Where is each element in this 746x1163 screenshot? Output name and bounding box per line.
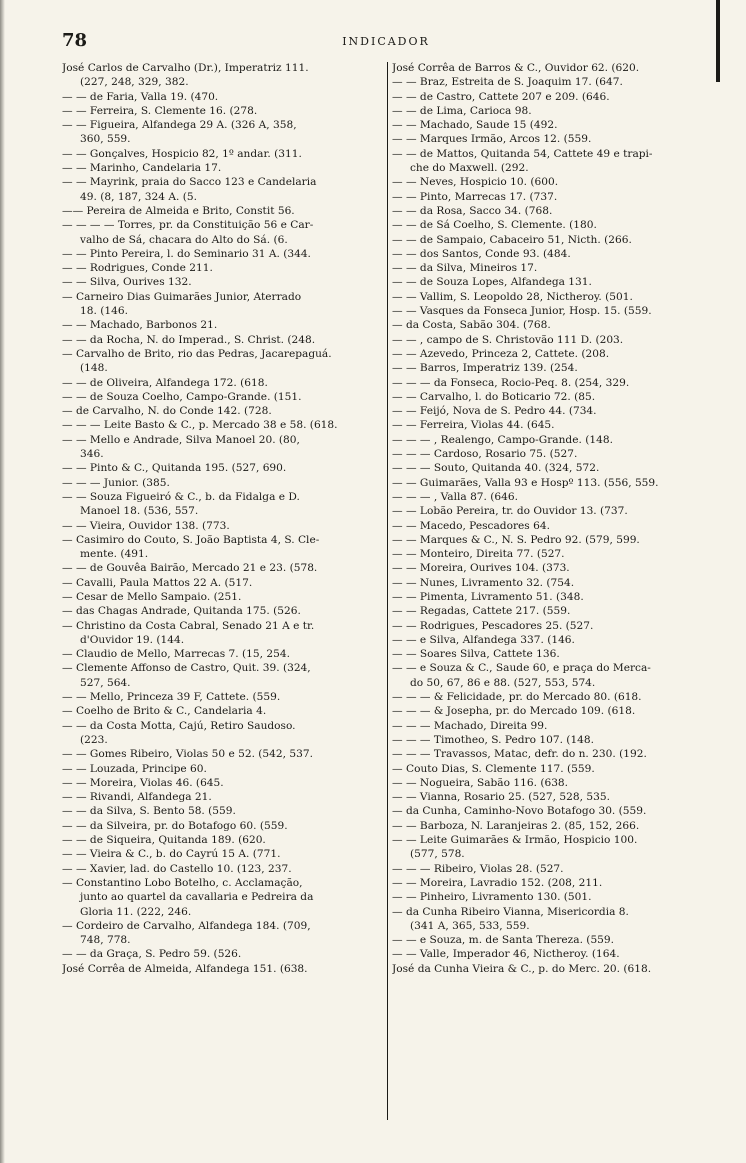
directory-entry: — — de Oliveira, Alfandega 172. (618.: [62, 376, 268, 389]
entry-continuation: valho de Sá, chacara do Alto do Sá. (6.: [80, 233, 288, 246]
directory-entry: — — Vieira & C., b. do Cayrú 15 A. (771.: [62, 848, 281, 861]
directory-entry: — — Vianna, Rosario 25. (527, 528, 535.: [392, 791, 610, 804]
directory-entry: — — de Faria, Valla 19. (470.: [62, 90, 219, 103]
directory-entry: — da Costa, Sabão 304. (768.: [392, 319, 551, 332]
directory-entry: José Corrêa de Almeida, Alfandega 151. (638.: [62, 962, 308, 975]
directory-entry: — — Gonçalves, Hospicio 82, 1º andar. (311.: [62, 147, 302, 160]
running-title: INDICADOR: [342, 35, 430, 48]
directory-entry: — — Guimarães, Valla 93 e Hospº 113. (556, 559.: [392, 476, 659, 489]
directory-entry: — — Soares Silva, Cattete 136.: [392, 648, 560, 661]
directory-entry: — — Azevedo, Princeza 2, Cattete. (208.: [392, 347, 610, 360]
directory-entry: — — Pinto & C., Quitanda 195. (527, 690.: [62, 462, 287, 475]
entry-continuation: mente. (491.: [80, 548, 149, 561]
directory-entry: — — da Silveira, pr. do Botafogo 60. (559.: [62, 819, 288, 832]
directory-entry: — — Vallim, S. Leopoldo 28, Nictheroy. (501.: [392, 290, 633, 303]
directory-entry: — Cavalli, Paula Mattos 22 A. (517.: [62, 576, 253, 589]
directory-entry: José Carlos de Carvalho (Dr.), Imperatriz 111.: [62, 62, 309, 74]
directory-entry: — — — Ribeiro, Violas 28. (527.: [392, 862, 564, 875]
directory-entry: — — — Travassos, Matac, defr. do n. 230. (192.: [392, 748, 647, 761]
directory-entry: — — Mayrink, praia do Sacco 123 e Candelaria: [62, 176, 317, 189]
directory-entry: — — , campo de S. Christovão 111 D. (203.: [392, 333, 624, 346]
directory-entry: — de Carvalho, N. do Conde 142. (728.: [62, 405, 272, 418]
directory-entry: — — — — Torres, pr. da Constituição 56 e Car-: [62, 219, 314, 232]
directory-entry: — Carneiro Dias Guimarães Junior, Aterrado: [62, 290, 302, 303]
directory-entry: — — Xavier, lad. do Castello 10. (123, 237.: [62, 862, 292, 875]
directory-entry: José Corrêa de Barros & C., Ouvidor 62. (620.: [392, 62, 640, 74]
directory-entry: — — Leite Guimarães & Irmão, Hospicio 100.: [392, 834, 638, 847]
entry-continuation: (341 A, 365, 533, 559.: [410, 919, 530, 932]
page-number: 78: [62, 30, 88, 51]
directory-entry: — — Gomes Ribeiro, Violas 50 e 52. (542, 537.: [62, 748, 313, 761]
directory-entry: — — Valle, Imperador 46, Nictheroy. (164.: [392, 948, 620, 961]
directory-entry: José da Cunha Vieira & C., p. do Merc. 20. (618.: [392, 962, 652, 975]
entry-continuation: 18. (146.: [80, 305, 128, 318]
directory-entry: — — de Gouvêa Bairão, Mercado 21 e 23. (578.: [62, 562, 318, 575]
directory-entry: — — de Sampaio, Cabaceiro 51, Nicth. (266.: [392, 233, 632, 246]
entry-continuation: (223.: [80, 733, 108, 746]
left-column: [62, 61, 382, 976]
directory-entry: — Carvalho de Brito, rio das Pedras, Jacarepaguá.: [62, 347, 332, 360]
directory-entry: — — Nogueira, Sabão 116. (638.: [392, 776, 569, 789]
directory-entry: — — — Machado, Direita 99.: [392, 719, 548, 732]
directory-entry: — — da Silva, Mineiros 17.: [392, 262, 538, 275]
directory-entry: — — Silva, Ourives 132.: [62, 276, 192, 289]
entry-continuation: d'Ouvidor 19. (144.: [80, 633, 185, 646]
directory-entry: — da Cunha, Caminho-Novo Botafogo 30. (559.: [392, 805, 647, 818]
directory-entry: — — e Silva, Alfandega 337. (146.: [392, 633, 575, 646]
directory-entry: — — Marques & C., N. S. Pedro 92. (579, 599.: [392, 533, 640, 546]
entry-continuation: junto ao quartel da cavallaria e Pedreira da: [80, 891, 314, 904]
directory-entry: — — da Rosa, Sacco 34. (768.: [392, 204, 553, 217]
binding-mark: [716, 0, 720, 82]
column-divider: [387, 62, 388, 1120]
directory-entry: — Cordeiro de Carvalho, Alfandega 184. (709,: [62, 919, 311, 932]
entry-continuation: 360, 559.: [80, 133, 131, 146]
directory-entry: — — Machado, Barbonos 21.: [62, 319, 218, 332]
directory-entry: — — Mello e Andrade, Silva Manoel 20. (80,: [62, 433, 300, 446]
directory-entry: — — — Leite Basto & C., p. Mercado 38 e 58. (618.: [62, 419, 338, 432]
directory-entry: — — Ferreira, S. Clemente 16. (278.: [62, 104, 258, 117]
directory-entry: — — Moreira, Violas 46. (645.: [62, 776, 224, 789]
directory-entry: — — e Souza & C., Saude 60, e praça do Merca-: [392, 662, 651, 675]
directory-entry: — — Louzada, Principe 60.: [62, 762, 207, 775]
directory-entry: — — de Souza Coelho, Campo-Grande. (151.: [62, 390, 302, 403]
entry-continuation: che do Maxwell. (292.: [410, 162, 529, 175]
directory-entry: — — Pinheiro, Livramento 130. (501.: [392, 891, 592, 904]
directory-entry: — Coelho de Brito & C., Candelaria 4.: [62, 705, 267, 718]
directory-entry: — — — , Realengo, Campo-Grande. (148.: [392, 433, 613, 446]
directory-entry: — — Figueira, Alfandega 29 A. (326 A, 358,: [62, 119, 297, 132]
entry-continuation: Gloria 11. (222, 246.: [80, 905, 192, 918]
directory-entry: — — Pinto Pereira, l. do Seminario 31 A. (344.: [62, 247, 311, 260]
directory-entry: — das Chagas Andrade, Quitanda 175. (526.: [62, 605, 301, 618]
directory-entry: — — — & Josepha, pr. do Mercado 109. (618.: [392, 705, 636, 718]
entry-continuation: Manoel 18. (536, 557.: [80, 505, 199, 518]
directory-entry: — — Monteiro, Direita 77. (527.: [392, 548, 565, 561]
entry-continuation: do 50, 67, 86 e 88. (527, 553, 574.: [410, 676, 596, 689]
directory-entry: — — de Sá Coelho, S. Clemente. (180.: [392, 219, 597, 232]
entry-continuation: 527, 564.: [80, 676, 131, 689]
directory-entry: — — Moreira, Lavradio 152. (208, 211.: [392, 876, 603, 889]
directory-entry: — — de Siqueira, Quitanda 189. (620.: [62, 834, 266, 847]
directory-entry: — Couto Dias, S. Clemente 117. (559.: [392, 762, 595, 775]
directory-entry: — — da Rocha, N. do Imperad., S. Christ. (248.: [62, 333, 316, 346]
directory-entry: — da Cunha Ribeiro Vianna, Misericordia 8.: [392, 905, 629, 918]
directory-entry: — — Marques Irmão, Arcos 12. (559.: [392, 133, 592, 146]
directory-entry: — — — , Valla 87. (646.: [392, 490, 519, 503]
directory-entry: — — Machado, Saude 15 (492.: [392, 119, 558, 132]
directory-entry: — — Moreira, Ourives 104. (373.: [392, 562, 570, 575]
directory-entry: — — — Timotheo, S. Pedro 107. (148.: [392, 733, 595, 746]
directory-entry: — — — da Fonseca, Rocio-Peq. 8. (254, 329.: [392, 376, 630, 389]
right-column: [392, 61, 714, 976]
directory-entry: — — — & Felicidade, pr. do Mercado 80. (618.: [392, 691, 642, 704]
directory-entry: — — Ferreira, Violas 44. (645.: [392, 419, 555, 432]
directory-entry: — — Vasques da Fonseca Junior, Hosp. 15. (559.: [392, 305, 652, 318]
entry-continuation: 49. (8, 187, 324 A. (5.: [80, 190, 197, 203]
page-header: [62, 30, 710, 54]
directory-entry: — Constantino Lobo Botelho, c. Acclamação,: [62, 876, 303, 889]
directory-entry: — — de Lima, Carioca 98.: [392, 104, 532, 117]
directory-entry: — — da Silva, S. Bento 58. (559.: [62, 805, 236, 818]
directory-entry: — — dos Santos, Conde 93. (484.: [392, 247, 571, 260]
directory-entry: — — Carvalho, l. do Boticario 72. (85.: [392, 390, 596, 403]
directory-entry: — — Regadas, Cattete 217. (559.: [392, 605, 571, 618]
directory-entry: — — Vieira, Ouvidor 138. (773.: [62, 519, 230, 532]
entry-continuation: (577, 578.: [410, 848, 465, 861]
directory-entry: — — e Souza, m. de Santa Thereza. (559.: [392, 934, 615, 947]
directory-entry: — — da Graça, S. Pedro 59. (526.: [62, 948, 242, 961]
directory-entry: — — Rivandi, Alfandega 21.: [62, 791, 212, 804]
directory-entry: — — — Souto, Quitanda 40. (324, 572.: [392, 462, 600, 475]
entry-continuation: (227, 248, 329, 382.: [80, 76, 189, 89]
directory-entry: — — Neves, Hospicio 10. (600.: [392, 176, 559, 189]
directory-entry: — — Lobão Pereira, tr. do Ouvidor 13. (737.: [392, 505, 628, 518]
directory-entry: — — Marinho, Candelaria 17.: [62, 162, 222, 175]
entry-continuation: 748, 778.: [80, 934, 131, 947]
directory-entry: — — Braz, Estreita de S. Joaquim 17. (647.: [392, 76, 623, 89]
scan-edge-shadow: [0, 0, 5, 1163]
directory-entry: — Casimiro do Couto, S. João Baptista 4, S. Cle-: [62, 533, 320, 546]
directory-entry: — Christino da Costa Cabral, Senado 21 A e tr.: [62, 619, 315, 632]
directory-entry: — — de Mattos, Quitanda 54, Cattete 49 e trapi-: [392, 147, 653, 160]
directory-entry: — — Feijó, Nova de S. Pedro 44. (734.: [392, 405, 597, 418]
directory-entry: — — de Castro, Cattete 207 e 209. (646.: [392, 90, 610, 103]
directory-entry: — — Pinto, Marrecas 17. (737.: [392, 190, 558, 203]
directory-entry: — — Barboza, N. Laranjeiras 2. (85, 152, 266.: [392, 819, 640, 832]
directory-entry: — — Souza Figueiró & C., b. da Fidalga e D.: [62, 490, 300, 503]
directory-entry: — Claudio de Mello, Marrecas 7. (15, 254.: [62, 648, 290, 661]
directory-entry: — — Macedo, Pescadores 64.: [392, 519, 550, 532]
directory-entry: — — Barros, Imperatriz 139. (254.: [392, 362, 578, 375]
entry-continuation: (148.: [80, 362, 108, 375]
directory-entry: — — Nunes, Livramento 32. (754.: [392, 576, 575, 589]
entry-continuation: 346.: [80, 448, 104, 461]
directory-entry: — — Rodrigues, Pescadores 25. (527.: [392, 619, 594, 632]
directory-entry: — — Rodrigues, Conde 211.: [62, 262, 213, 275]
directory-entry: — — Mello, Princeza 39 F, Cattete. (559.: [62, 691, 281, 704]
directory-entry: — — da Costa Motta, Cajú, Retiro Saudoso.: [62, 719, 296, 732]
directory-entry: — — — Cardoso, Rosario 75. (527.: [392, 448, 578, 461]
directory-entry: — Cesar de Mello Sampaio. (251.: [62, 590, 242, 603]
directory-entry: — Clemente Affonso de Castro, Quit. 39. (324,: [62, 662, 311, 675]
directory-entry: — — de Souza Lopes, Alfandega 131.: [392, 276, 592, 289]
directory-entry: —— Pereira de Almeida e Brito, Constit 56.: [62, 204, 295, 217]
directory-entry: — — Pimenta, Livramento 51. (348.: [392, 590, 584, 603]
directory-entry: — — — Junior. (385.: [62, 476, 170, 489]
